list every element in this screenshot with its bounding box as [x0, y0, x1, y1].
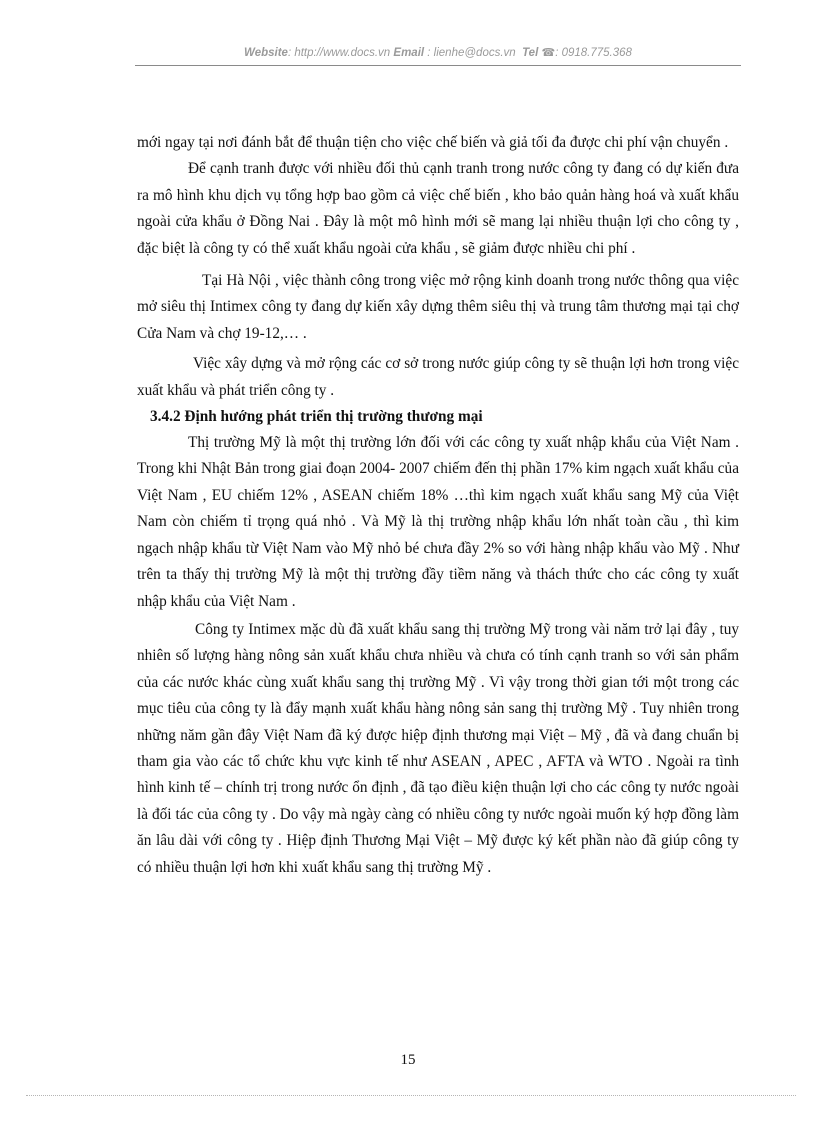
- phone-icon: ☎: [541, 47, 556, 59]
- footer-divider: [26, 1095, 796, 1096]
- website-label: Website: [244, 47, 288, 59]
- paragraph-competition: Để cạnh tranh được với nhiều đối thủ cạnh tranh trong nước công ty đang có dự kiến đưa ra mô hình khu dịch vụ tổng hợp bao gồm cả việc chế biến , kho bảo quản hàng hoá và xuất khẩu ngoài cửa khẩu ở Đồng Nai . Đây là một mô hình mới sẽ mang lại nhiều thuận lợi cho công ty , đặc biệt là công ty có thể xuất khẩu ngoài cửa khẩu , sẽ giảm được nhiều chi phí .: [137, 160, 739, 257]
- paragraph-hanoi: Tại Hà Nội , việc thành công trong việc mở rộng kinh doanh trong nước thông qua việc mở siêu thị Intimex công ty đang dự kiến xây dựng thêm siêu thị và trung tâm thương mại tại chợ Cửa Nam và chợ 19-12,… .: [137, 272, 739, 342]
- email-value[interactable]: : lienhe@docs.vn: [424, 47, 516, 59]
- document-body: [137, 130, 739, 881]
- paragraph-domestic-expansion: Việc xây dựng và mở rộng các cơ sở trong nước giúp công ty sẽ thuận lợi hơn trong việc xuất khẩu và phát triển công ty .: [137, 355, 739, 399]
- page-number: 15: [400, 1052, 416, 1068]
- section-heading: 3.4.2 Định hướng phát triển thị trường thương mại: [150, 408, 483, 426]
- tel-label: Tel: [522, 47, 539, 59]
- website-url[interactable]: : http://www.docs.vn: [287, 47, 391, 59]
- email-label: Email: [393, 47, 425, 59]
- page-header: [135, 46, 741, 59]
- tel-value: : 0918.775.368: [555, 47, 632, 59]
- paragraph-continuation: mới ngay tại nơi đánh bắt để thuận tiện cho việc chế biến và giả tối đa được chi phí vận chuyển .: [137, 134, 729, 151]
- header-divider: [135, 65, 741, 66]
- paragraph-intimex-us: Công ty Intimex mặc dù đã xuất khẩu sang thị trường Mỹ trong vài năm trở lại đây , tuy nhiên số lượng hàng nông sản xuất khẩu chưa nhiều và chưa có tính cạnh tranh so với sản phẩm của các nước khác cùng xuất khẩu sang thị trường Mỹ . Vì vậy trong thời gian tới một trong các mục tiêu của công ty là đẩy mạnh xuất khẩu hàng nông sản sang thị trường Mỹ . Tuy nhiên trong những năm gần đây Việt Nam đã ký được hiệp định thương mại Việt – Mỹ , đã và đang chuẩn bị tham gia vào các tổ chức khu vực kinh tế như ASEAN , APEC , AFTA và WTO . Ngoài ra tình hình kinh tế – chính trị trong nước ổn định , đã tạo điều kiện thuận lợi cho các công ty nước ngoài là đối tác của công ty . Do vậy mà ngày càng có nhiều công ty nước ngoài muốn ký hợp đồng làm ăn lâu dài với công ty . Hiệp định Thương Mại Việt – Mỹ được ký kết phần nào đã giúp công ty có nhiều thuận lợi hơn khi xuất khẩu sang thị trường Mỹ .: [137, 620, 739, 876]
- paragraph-us-market: Thị trường Mỹ là một thị trường lớn đối với các công ty xuất nhập khẩu của Việt Nam . Trong khi Nhật Bản trong giai đoạn 2004- 2007 chiếm đến thị phần 17% kim ngạch xuất khẩu của Việt Nam , EU chiếm 12% , ASEAN chiếm 18% …thì kim ngạch xuất khẩu sang Mỹ của Việt Nam còn chiếm tỉ trọng quá nhỏ . Và Mỹ là thị trường nhập khẩu lớn nhất toàn cầu , thì kim ngạch nhập khẩu từ Việt Nam vào Mỹ nhỏ bé chưa đầy 2% so với hàng nhập khẩu vào Mỹ . Như trên ta thấy thị trường Mỹ là một thị trường đầy tiềm năng và thách thức cho các công ty xuất nhập khẩu của Việt Nam .: [137, 434, 739, 610]
